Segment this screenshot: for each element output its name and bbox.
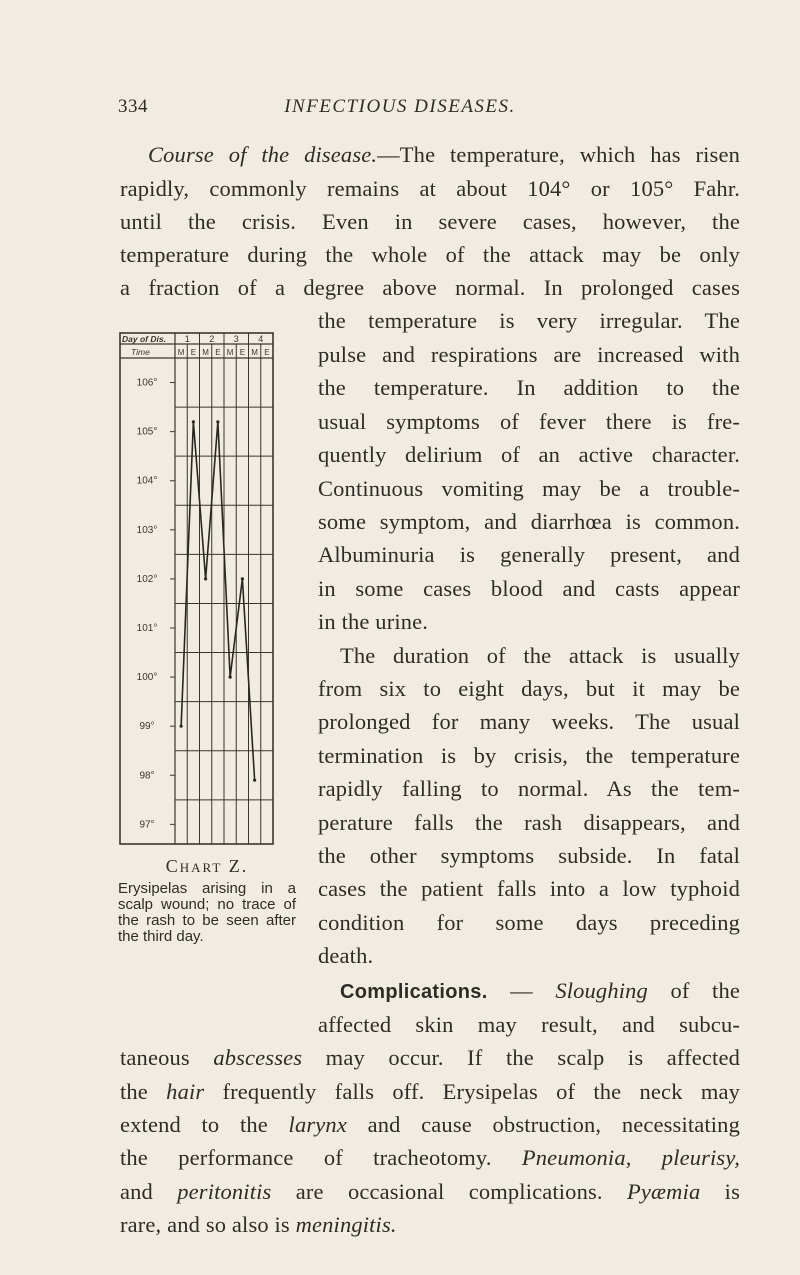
y-tick-label: 100°	[136, 672, 158, 684]
temperature-point	[253, 779, 256, 782]
chart-caption-body: Erysipelas arising in a scalp wound; no trace of the rash to be seen after the third day.	[118, 880, 296, 945]
text-line: taneous abscesses may occur. If the scalp is affected	[120, 1045, 740, 1070]
y-tick-label: 101°	[136, 623, 158, 634]
time-label: E	[215, 348, 221, 357]
text-line: The duration of the attack is usually	[340, 643, 740, 668]
temperature-line	[181, 422, 255, 780]
text-line: until the crisis. Even in severe cases, however, the	[120, 209, 740, 234]
y-tick-label: 102°	[136, 573, 158, 585]
temperature-point	[216, 420, 219, 423]
chart-caption-title: Chart Z.	[165, 856, 249, 876]
text-line: temperature during the whole of the attack may be only	[120, 242, 740, 267]
text-line: some symptom, and diarrhœa is common.	[318, 509, 740, 534]
text-line: the temperature. In addition to the	[318, 375, 740, 400]
text-line: the hair frequently falls off. Erysipelas of the neck may	[120, 1079, 741, 1104]
chart-series	[180, 420, 257, 782]
page-header	[0, 96, 800, 126]
text-line: rare, and so also is meningitis.	[120, 1212, 397, 1237]
time-label: E	[264, 348, 270, 357]
temperature-point	[229, 675, 232, 678]
text-line: Continuous vomiting may be a trouble-	[318, 476, 740, 501]
temperature-chart	[119, 332, 279, 846]
day-label: 1	[184, 334, 190, 344]
temperature-point	[241, 577, 244, 580]
text-line: affected skin may result, and subcu-	[318, 1012, 740, 1037]
text-line: pulse and respirations are increased with	[318, 342, 740, 367]
running-title: INFECTIOUS DISEASES.	[284, 96, 516, 117]
y-tick-label: 104°	[136, 475, 158, 487]
day-label: 3	[233, 334, 239, 344]
text-line: Course of the disease.—The temperature, which has risen	[148, 142, 740, 167]
text-line: the temperature is very irregular. The	[318, 308, 740, 333]
temperature-point	[192, 420, 195, 423]
time-label: E	[190, 348, 197, 357]
time-label: M	[177, 348, 185, 357]
time-label: M	[226, 348, 234, 357]
text-line: extend to the larynx and cause obstruction, necessitating	[120, 1112, 740, 1137]
temperature-point	[180, 725, 183, 728]
text-line: Albuminuria is generally present, and	[318, 542, 740, 567]
y-tick-label: 105°	[136, 426, 158, 438]
text-line: condition for some days preceding	[318, 910, 740, 935]
y-tick-label: 106°	[136, 377, 158, 389]
text-line: quently delirium of an active character.	[318, 442, 740, 467]
text-line: termination is by crisis, the temperature	[318, 743, 740, 768]
day-label: 4	[258, 334, 264, 344]
text-line: the performance of tracheotomy. Pneumonia, pleurisy,	[120, 1145, 741, 1170]
y-tick-label: 97°	[139, 819, 155, 831]
text-line: rapidly falling to normal. As the tem-	[318, 776, 740, 801]
text-line: rapidly, commonly remains at about 104° or 105° Fahr.	[120, 176, 740, 201]
text-line: Complications. — Sloughing of the	[340, 978, 740, 1003]
time-label: M	[251, 348, 258, 357]
text-line: prolonged for many weeks. The usual	[318, 709, 740, 734]
chart-frame	[120, 333, 273, 844]
text-line: from six to eight days, but it may be	[318, 676, 740, 701]
chart-labels	[122, 334, 270, 830]
time-label: E	[239, 348, 246, 357]
temperature-point	[204, 577, 207, 580]
chart-grid	[120, 333, 273, 844]
y-tick-label: 98°	[139, 770, 155, 782]
y-tick-label: 99°	[139, 721, 155, 733]
complications-heading: Complications.	[340, 981, 488, 1003]
y-tick-label: 103°	[136, 524, 158, 536]
text-line: a fraction of a degree above normal. In prolonged cases	[120, 275, 740, 300]
text-line: usual symptoms of fever there is fre-	[318, 409, 740, 434]
day-header-label: Day of Dis.	[122, 334, 166, 344]
text-line: cases the patient falls into a low typhoid	[318, 876, 740, 901]
time-header-label: Time	[131, 347, 150, 357]
day-label: 2	[209, 334, 215, 344]
section-label: Course of the disease.	[148, 142, 378, 167]
text-line: perature falls the rash disappears, and	[318, 810, 740, 835]
text-line: death.	[318, 943, 374, 968]
text-line: in some cases blood and casts appear	[318, 576, 740, 601]
time-label: M	[202, 348, 209, 357]
text-line: and peritonitis are occasional complications. Pyæmia is	[120, 1179, 740, 1204]
text-line: in the urine.	[318, 609, 429, 634]
page-number: 334	[118, 96, 148, 117]
text-line: the other symptoms subside. In fatal	[318, 843, 740, 868]
